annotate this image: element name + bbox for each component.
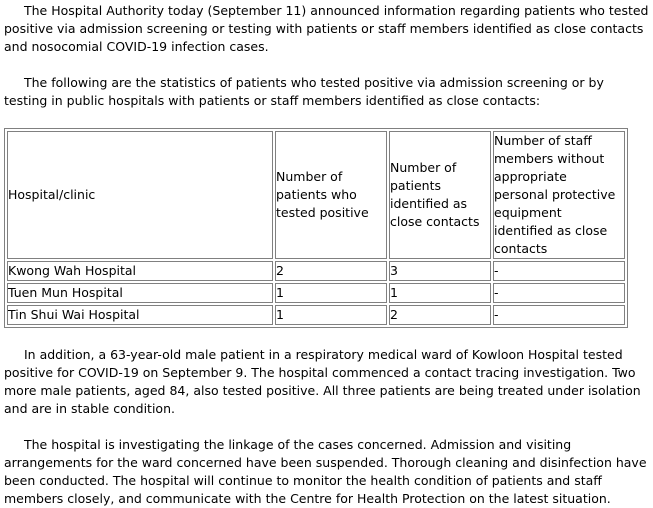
cell-tested-positive: 2: [275, 261, 387, 281]
statistics-table: [4, 128, 628, 328]
closing-paragraph: The hospital is investigating the linkage of the cases concerned. Admission and visiting arrangements for the ward concerned have been suspended. Thorough cleaning and disinfection have been conducted. The hospital will continue to monitor the health condition of patients and staff members closely, and communicate with the Centre for Health Protection on the latest situation.: [4, 437, 647, 506]
table-row: [7, 283, 625, 303]
stats-intro-paragraph: The following are the statistics of patients who tested positive via admission screening or by testing in public hospitals with patients or staff members identified as close contacts:: [4, 75, 604, 108]
cell-close-contact-patients: 1: [389, 283, 491, 303]
kowloon-hospital-paragraph: In addition, a 63-year-old male patient in a respiratory medical ward of Kowloon Hospital tested positive for COVID-19 on September 9. The hospital commenced a contact tracing investigation. Two more male patients, aged 84, also tested positive. All three patients are being treated under isolation and are in stable condition.: [4, 347, 641, 416]
cell-close-contact-staff: -: [493, 261, 625, 281]
cell-close-contact-patients: 3: [389, 261, 491, 281]
cell-close-contact-patients: 2: [389, 305, 491, 325]
cell-tested-positive: 1: [275, 305, 387, 325]
cell-tested-positive: 1: [275, 283, 387, 303]
intro-paragraph: The Hospital Authority today (September 11) announced information regarding patients who tested positive via admission screening or testing with patients or staff members identified as close contacts and nosocomial COVID-19 infection cases.: [4, 3, 649, 54]
cell-close-contact-staff: -: [493, 283, 625, 303]
header-close-contact-patients: Number of patients identified as close contacts: [389, 131, 491, 259]
table-row: [7, 261, 625, 281]
table-header-row: [7, 131, 625, 259]
cell-hospital: Tuen Mun Hospital: [7, 283, 273, 303]
cell-hospital: Kwong Wah Hospital: [7, 261, 273, 281]
header-close-contact-staff: Number of staff members without appropriate personal protective equipment identified as close contacts: [493, 131, 625, 259]
cell-hospital: Tin Shui Wai Hospital: [7, 305, 273, 325]
cell-close-contact-staff: -: [493, 305, 625, 325]
table-row: [7, 305, 625, 325]
header-hospital: Hospital/clinic: [7, 131, 273, 259]
header-tested-positive: Number of patients who tested positive: [275, 131, 387, 259]
